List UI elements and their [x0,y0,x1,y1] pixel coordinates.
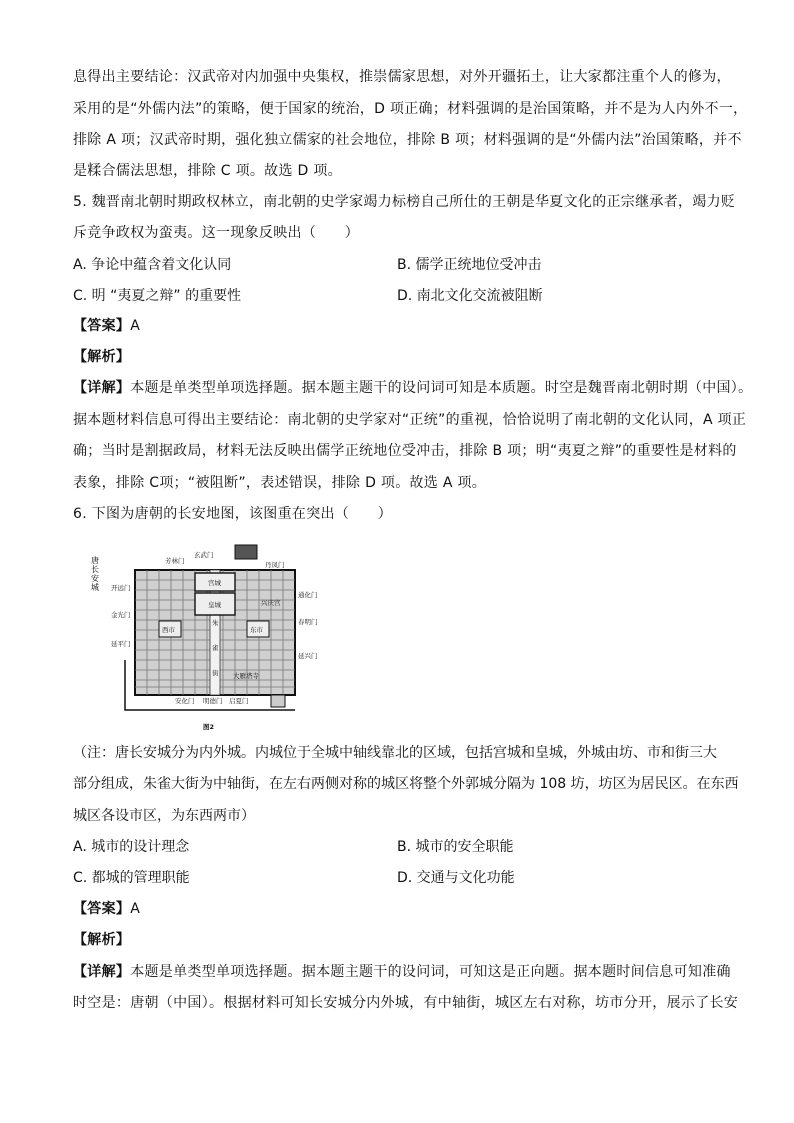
gate-chunming: 春明门 [298,618,318,626]
q5-option-b: B. 儒学正统地位受冲击 [397,257,542,273]
analysis-tag: 【解析】 [73,349,131,365]
gate-kaiyuan: 开远门 [111,584,131,592]
q6-analysis-tag [73,930,130,950]
map-side-label-4: 城 [91,583,99,592]
q6-answer [73,899,140,919]
gate-xuanwu: 玄武门 [194,551,214,559]
q6-stem: 6. 下图为唐朝的长安地图，该图重在突出（ ） [73,506,393,522]
q5-answer [73,316,140,336]
label-palace: 宫城 [208,579,221,587]
analysis-line: 采用的是“外儒内法”的策略，便于国家的统治，D 项正确；材料强调的是治国策略，并不是为人内外不一， [73,101,748,117]
answer-value: A [130,318,141,334]
analysis-tag: 【解析】 [73,932,131,948]
detail-text: 本题是单类型单项选择题。据本题主题干的设问词，可知这是正向题。据本题时间信息可知准确 [130,964,731,980]
detail-text: 本题是单类型单项选择题。据本题主题干的设问词可知是本质题。时空是魏晋南北朝时期（中国）。 [130,380,753,396]
gate-qixia: 启夏门 [229,697,249,705]
label-jie: 街 [212,669,219,677]
q5-option-d: D. 南北文化交流被阻断 [397,288,543,304]
q5-stem: 5. 魏晋南北朝时期政权林立，南北朝的史学家竭力标榜自己所仕的王朝是华夏文化的正宗继承者，竭力贬 [73,194,736,210]
analysis-line: 是糅合儒法思想，排除 C 项。故选 D 项。 [73,163,342,179]
answer-value: A [130,901,141,917]
gate-tonghua: 通化门 [298,591,318,599]
gate-mingde: 明德门 [203,697,223,705]
q6-detail: 时空是：唐朝（中国）。根据材料可知长安城分内外城，有中轴街，城区左右对称，坊市分开，展示了长安 [73,995,739,1011]
q5-stem: 斥竞争政权为蛮夷。这一现象反映出（ ） [73,225,359,241]
answer-tag: 【答案】 [73,318,131,334]
label-que: 雀 [212,644,219,652]
q5-analysis-tag [73,347,130,367]
analysis-line: 排除 A 项；汉武帝时期，强化独立儒家的社会地位，排除 B 项；材料强调的是“外儒内法”治国策略，并不 [73,132,742,148]
gate-danfeng: 丹凤门 [265,561,285,569]
label-zhu: 朱 [212,619,219,627]
q6-option-b: B. 城市的安全职能 [397,839,514,855]
q5-detail: 据本题材料信息可得出主要结论：南北朝的史学家对“正统”的重视，恰恰说明了南北朝的文化认同，A 项正 [73,412,747,428]
figure-label: 图2 [203,723,215,731]
q6-option-a: A. 城市的设计理念 [73,839,190,855]
gate-fanglin: 芳林门 [165,557,185,565]
q6-option-d: D. 交通与文化功能 [397,870,515,886]
label-imperial: 皇城 [208,601,221,609]
q6-note: 部分组成，朱雀大街为中轴街，在左右两侧对称的城区将整个外郭城分隔为 108 坊，坊区为居民区。在东西 [73,776,739,792]
q5-detail: 确；当时是割据政局，材料无法反映出儒学正统地位受冲击，排除 B 项；明“夷夏之辩”的重要性是材料的 [73,443,737,459]
analysis-line: 息得出主要结论：汉武帝对内加强中央集权，推崇儒家思想，对外开疆拓土，让大家都注重个人的修为， [73,69,731,85]
label-dayan: 大雁塔寺 [233,672,259,680]
q6-detail [73,962,731,982]
gate-yanxing: 延兴门 [298,652,318,660]
label-xingqing: 兴庆宫 [261,599,281,607]
detail-tag: 【详解】 [73,380,131,396]
map-side-label-3: 安 [91,574,99,583]
q6-option-c: C. 都城的管理职能 [73,870,190,886]
q6-note: 城区各设市区，为东西两市） [73,808,255,824]
label-east-market: 东市 [250,626,263,634]
gate-yanping: 延平门 [111,640,131,648]
label-west-market: 西市 [162,626,175,634]
map-side-label-2: 长 [91,565,99,574]
q6-note: （注：唐长安城分为内外城。内城位于全城中轴线靠北的区域，包括宫城和皇城，外城由坊、市和街三大 [73,745,717,761]
q5-option-a: A. 争论中蕴含着文化认同 [73,257,232,273]
q5-detail [73,378,752,398]
gate-anhua: 安化门 [175,697,195,705]
changan-map [85,535,335,735]
qujiang-pool [271,695,285,707]
answer-tag: 【答案】 [73,901,131,917]
q5-detail: 表象，排除 C项；“被阻断”，表述错误，排除 D 项。故选 A 项。 [73,475,487,491]
map-side-label-1: 唐 [91,556,99,565]
q5-option-c: C. 明 “夷夏之辩” 的重要性 [73,288,242,304]
detail-tag: 【详解】 [73,964,131,980]
daming-palace [235,545,257,559]
gate-jinguang: 金光门 [111,611,131,619]
